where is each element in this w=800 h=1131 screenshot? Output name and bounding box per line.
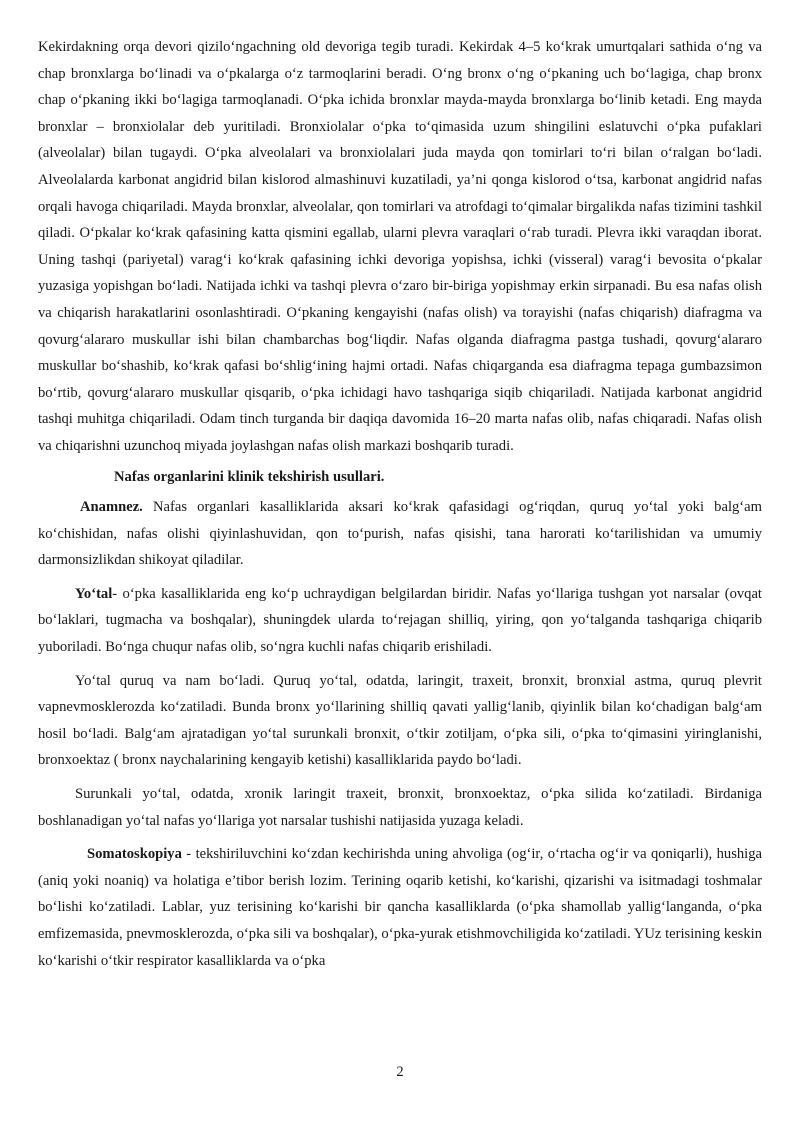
surunkali-yotal-paragraph: Surunkali yo‘tal, odatda, xronik laringit traxeit, bronxit, bronxoektaz, o‘pka silida ko‘zatiladi. Birdaniga boshlanadigan yo‘tal nafas yo‘llariga yot narsalar tushishi natijasida yuzaga keladi. (38, 786, 762, 829)
somatoskopiya-paragraph (38, 841, 762, 974)
section-heading: Nafas organlarini klinik tekshirish usullari. (114, 468, 385, 485)
yotal-paragraph (38, 581, 762, 661)
yotal-text: - o‘pka kasalliklarida eng ko‘p uchraydigan belgilardan biridir. Nafas yo‘llariga tushgan yot narsalar (ovqat bo‘laklari, tugmacha va boshqalar), shuningdek ularda to‘rejagan shilliq, yiring, qon yo‘talganda tashqariga chiqarib yuboriladi. Bo‘nga chuqur nafas olib, so‘ngra kuchli nafas chiqarib erishiladi. (38, 585, 762, 656)
somatoskopiya-term: Somatoskopiya (87, 846, 182, 863)
quruq-yotal-paragraph: Yo‘tal quruq va nam bo‘ladi. Quruq yo‘tal, odatda, laringit, traxeit, bronxit, bronxial astma, quruq plevrit vapnevmosklerozda ko‘zatiladi. Bunda bronx yo‘llarining shilliq qavati yallig‘lanib, qiyinlik bilan ko‘chadigan balg‘am hosil bo‘ladi. Balg‘am ajratadigan yo‘tal surunkali bronxit, o‘tkir zotiljam, o‘pka sili, o‘pka to‘qimasini yiringlanishi, bronxoektaz ( bronx naychalarining kengayib ketishi) kasalliklarida paydo bo‘ladi. (38, 672, 762, 769)
page-number: 2 (396, 1064, 404, 1080)
yotal-term: Yo‘tal (75, 585, 113, 602)
intro-paragraph: Kekirdakning orqa devori qizilo‘ngachning old devoriga tegib turadi. Kekirdak 4–5 ko‘krak umurtqalari sathida o‘ng va chap bronxlarga bo‘linadi va o‘pkalarga o‘z tarmoqlarini beradi. O‘ng bronx o‘ng o‘pkaning uch bo‘lagiga, chap bronx chap o‘pkaning ikki bo‘lagiga tarmoqlanadi. O‘pka ichida bronxlar mayda-mayda bronxlarga bo‘linib ketadi. Eng mayda bronxlar – bronxiolalar deb yuritiladi. Bronxiolalar o‘pka to‘qimasida uzum shingilini eslatuvchi o‘pka pufaklari (alveolalar) bilan tugaydi. O‘pka alveolalari va bronxiolalari juda mayda qon tomirlari to‘ri bilan o‘ralgan bo‘ladi. Alveolalarda karbonat angidrid bilan kislorod almashinuvi kuzatiladi, ya’ni qonga kislorod o‘tsa, karbonat angidrid nafas orqali havoga chiqariladi. Mayda bronxlar, alveolalar, qon tomirlari va atrofdagi to‘qimalar birgalikda nafas tizimini tashkil qiladi. O‘pkalar ko‘krak qafasining katta qismini egallab, ularni plevra varaqlari o‘rab turadi. Plevra ikki varaqdan iborat. Uning tashqi (pariyetal) varag‘i ko‘krak qafasining ichki devoriga yopishsa, ichki (visseral) varag‘i bevosita o‘pkalar yuzasiga yopishgan bo‘ladi. Natijada ichki va tashqi plevra o‘zaro bir-biriga yopishmay erkin sirpanadi. Bu esa nafas olish va chiqarish harakatlarini osonlashtiradi. O‘pkaning kengayishi (nafas olish) va torayishi (nafas chiqarish) diafragma va qovurg‘alararo muskullar ishi bilan chambarchas bog‘liqdir. Nafas olganda diafragma pastga tushadi, qovurg‘alararo muskullar bo‘shashib, ko‘krak qafasi bo‘shlig‘ining hajmi ortadi. Nafas chiqarganda esa diafragma tepaga gumbazsimon bo‘rtib, qovurg‘alararo muskullar qisqarib, o‘pka ichidagi havo tashqariga siqib chiqariladi. Natijada karbonat angidrid tashqi muhitga chiqariladi. Odam tinch turganda bir daqiqa davomida 16–20 marta nafas olib, nafas chiqaradi. Nafas olish va chiqarishni uzunchoq miyada joylashgan nafas olish markazi boshqarib turadi. (38, 39, 762, 454)
anamnez-paragraph (38, 494, 762, 574)
anamnez-text: Nafas organlari kasalliklarida aksari ko‘krak qafasidagi og‘riqdan, quruq yo‘tal yoki balg‘am ko‘chishidan, nafas olishi qiyinlashuvidan, qon to‘purish, nafas qisishi, tana harorati ko‘tarilishidan va umumiy darmonsizlikdan shikoyat qiladilar. (38, 499, 762, 569)
somatoskopiya-text: - tekshiriluvchini ko‘zdan kechirishda uning ahvoliga (og‘ir, o‘rtacha og‘ir va qoniqarli), hushiga (aniq yoki noaniq) va holatiga e’tibor berish lozim. Terining oqarib ketishi, ko‘karishi, qizarishi va isitmadagi toshmalar bo‘lishi ko‘zatiladi. Lablar, yuz terisining ko‘karishi bir qancha kasalliklarda (o‘pka shamollab yallig‘langanda, o‘pka emfizemasida, pnevmosklerozda, o‘pka sili va boshqalar), o‘pka-yurak etishmovchiligida ko‘zatiladi. YUz terisining keskin ko‘karishi o‘tkir respirator kasalliklarda va o‘pka (38, 846, 762, 969)
anamnez-term: Anamnez. (80, 499, 143, 516)
